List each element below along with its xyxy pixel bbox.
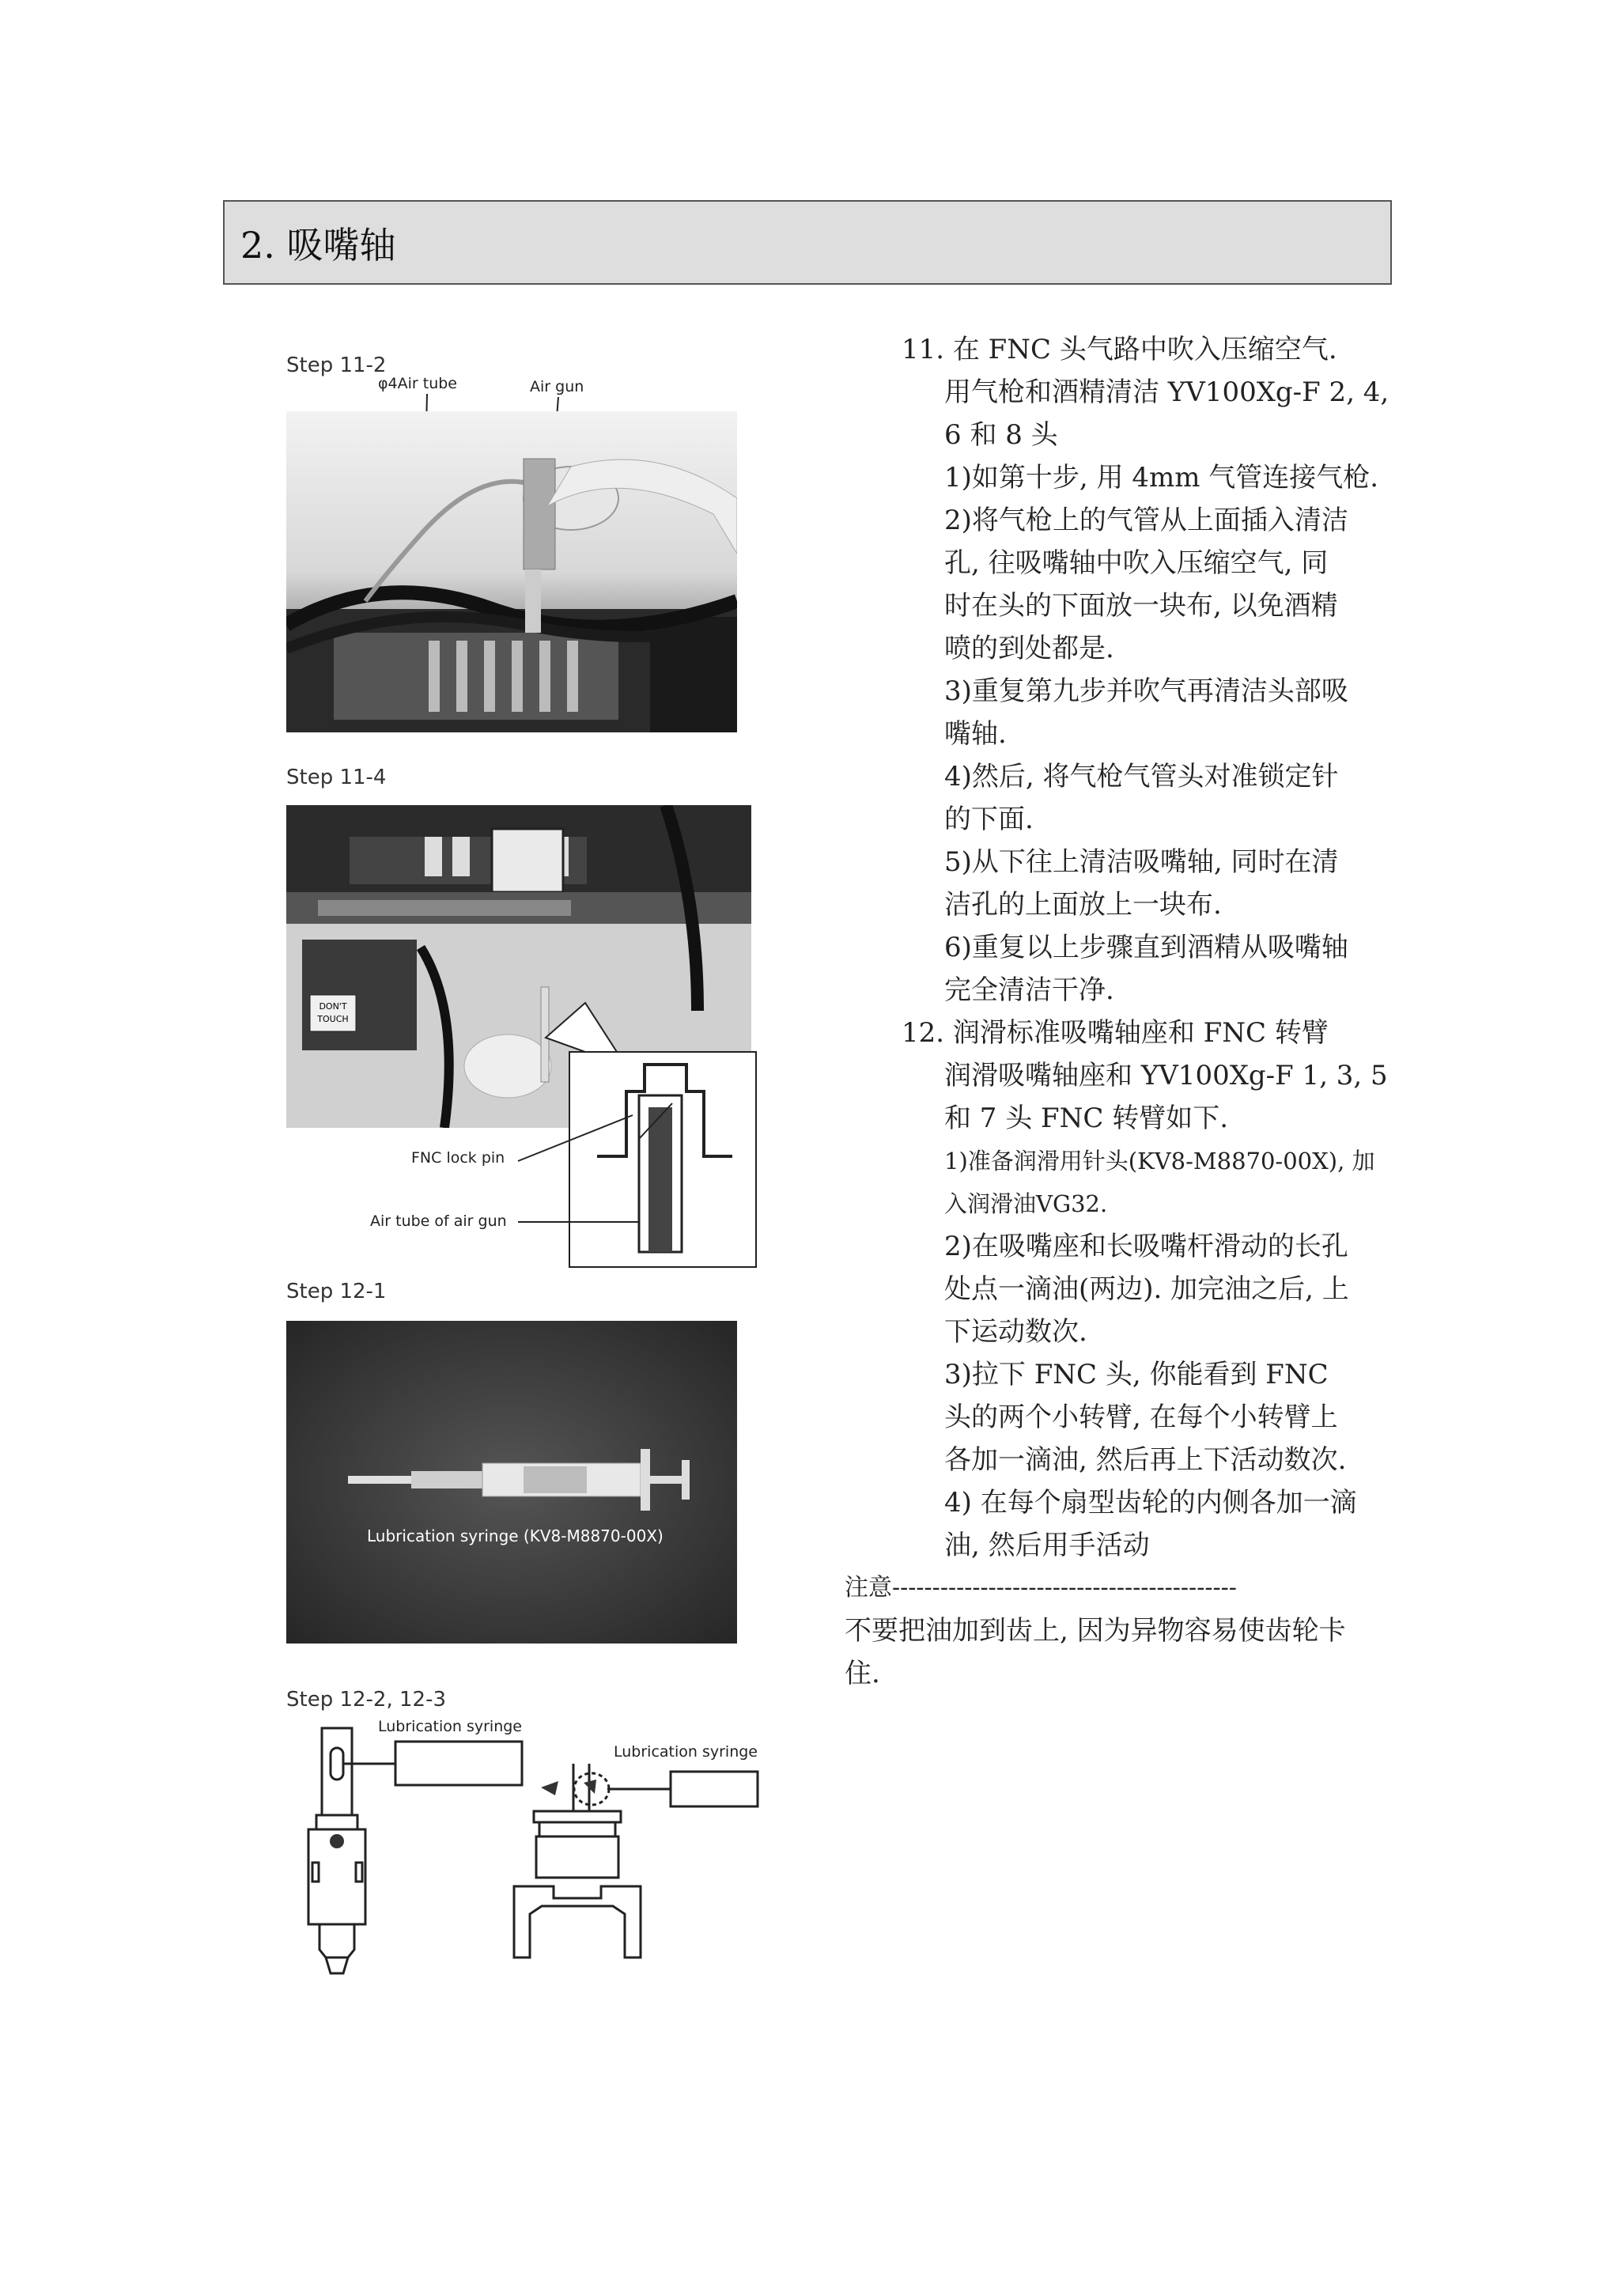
text-line: 1)如第十步, 用 4mm 气管连接气枪. xyxy=(944,462,1379,494)
text-line: 和 7 头 FNC 转臂如下. xyxy=(944,1103,1229,1134)
text-line: 时在头的下面放一块布, 以免酒精 xyxy=(944,590,1338,622)
text-line: 5)从下往上清洁吸嘴轴, 同时在清 xyxy=(944,846,1339,878)
step-12-2-label: Step 12-2, 12-3 xyxy=(286,1688,447,1712)
lubrication-syringe-callout-right: Lubrication syringe xyxy=(614,1743,758,1761)
section-title: 2. 吸嘴轴 xyxy=(240,223,396,267)
text-line: 油, 然后用手活动 xyxy=(944,1530,1150,1561)
text-line: 下运动数次. xyxy=(944,1316,1087,1348)
step-11-4-label: Step 11-4 xyxy=(286,766,387,789)
air-tube-callout: φ4Air tube xyxy=(378,375,457,392)
text-line: 孔, 往吸嘴轴中吹入压缩空气, 同 xyxy=(944,547,1329,579)
text-line: 6)重复以上步骤直到酒精从吸嘴轴 xyxy=(944,932,1348,963)
text-line: 处点一滴油(两边). 加完油之后, 上 xyxy=(944,1273,1349,1305)
text-line: 3)重复第九步并吹气再清洁头部吸 xyxy=(944,675,1348,707)
text-line: 4) 在每个扇型齿轮的内侧各加一滴 xyxy=(944,1487,1357,1519)
text-line: 各加一滴油, 然后再上下活动数次. xyxy=(944,1444,1347,1476)
step-12-heading: 12. 润滑标准吸嘴轴座和 FNC 转臂 xyxy=(902,1017,1329,1049)
lubrication-syringe-callout-left: Lubrication syringe xyxy=(378,1718,522,1735)
air-gun-callout: Air gun xyxy=(530,378,584,395)
text-line: 的下面. xyxy=(944,804,1034,835)
air-tube-of-air-gun-callout: Air tube of air gun xyxy=(370,1212,507,1230)
text-line: 喷的到处都是. xyxy=(944,633,1114,664)
text-line: 完全清洁干净. xyxy=(944,974,1114,1006)
step-11-heading: 11. 在 FNC 头气路中吹入压缩空气. xyxy=(902,334,1337,365)
text-line: 嘴轴. xyxy=(944,718,1007,750)
note-text: 不要把油加到齿上, 因为异物容易使齿轮卡 xyxy=(845,1615,1346,1647)
step-11-2-label: Step 11-2 xyxy=(286,354,387,377)
text-line: 洁孔的上面放上一块布. xyxy=(944,889,1222,921)
step-12-1-label: Step 12-1 xyxy=(286,1280,387,1303)
note-heading: 注意------------------------------------------- xyxy=(845,1574,1237,1602)
text-line: 3)拉下 FNC 头, 你能看到 FNC xyxy=(944,1359,1329,1390)
text-line: 润滑吸嘴轴座和 YV100Xg-F 1, 3, 5 xyxy=(944,1060,1388,1091)
text-line: 入润滑油VG32. xyxy=(944,1190,1108,1217)
sticker-line2: TOUCH xyxy=(317,1014,349,1024)
note-text: 住. xyxy=(845,1658,880,1689)
text-line: 2)在吸嘴座和长吸嘴杆滑动的长孔 xyxy=(944,1231,1348,1262)
text-line: 用气枪和酒精清洁 YV100Xg-F 2, 4, xyxy=(944,376,1389,408)
text-line: 1)准备润滑用针头(KV8-M8870-00X), 加 xyxy=(944,1148,1375,1174)
text-line: 2)将气枪上的气管从上面插入清洁 xyxy=(944,505,1348,536)
text-line: 4)然后, 将气枪气管头对准锁定针 xyxy=(944,761,1339,792)
fnc-lock-pin-callout: FNC lock pin xyxy=(411,1149,505,1167)
text-line: 头的两个小转臂, 在每个小转臂上 xyxy=(944,1401,1338,1433)
sticker-line1: DON'T xyxy=(319,1001,347,1012)
syringe-caption: Lubrication syringe (KV8-M8870-00X) xyxy=(367,1526,664,1545)
text-line: 6 和 8 头 xyxy=(944,419,1058,451)
